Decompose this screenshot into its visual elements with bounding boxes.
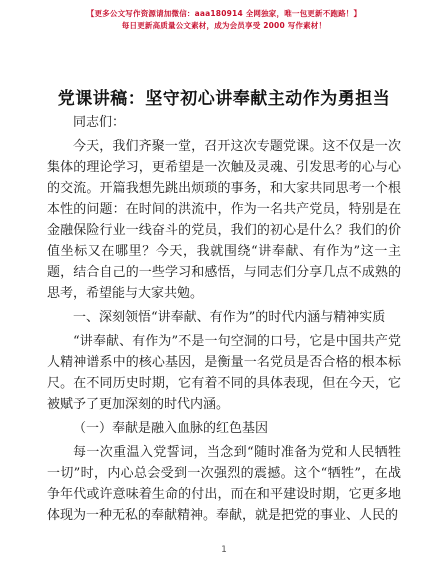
promo-banner-line-2: 每日更新高质量公文素材，成为会员享受 2000 写作素材！	[121, 21, 327, 30]
subsection-1-paragraph: 每一次重温入党誓词，当念到“随时准备为党和人民牺牲一切”时，内心总会受到一次强烈的震撼。这个“牺牲”，在战争年代或许意味着生命的付出，而在和平建设时期，它更多地体现为一种无私的奉献精神。奉献，就是把党的事业、人民的	[47, 445, 401, 523]
subsection-1-heading: （一）奉献是融入血脉的红色基因	[73, 421, 269, 436]
document-title: 党课讲稿：坚守初心讲奉献主动作为勇担当	[57, 89, 391, 109]
promo-banner-line-1: 【更多公文写作资源请加微信：aaa180914 全网独家，唯一包更新不跑路！】	[86, 9, 362, 18]
page-number: 1	[221, 545, 227, 555]
promo-banner	[0, 8, 448, 32]
section-1-paragraph: “讲奉献、有作为”不是一句空洞的口号，它是中国共产党人精神谱系中的核心基因，是衡量一名党员是否合格的根本标尺。在不同历史时期，它有着不同的具体表现，但在今天，它被赋予了更加深刻的时代内涵。	[47, 334, 401, 412]
salutation: 同志们：	[73, 115, 126, 130]
document-body	[47, 112, 401, 526]
intro-paragraph: 今天，我们齐聚一堂，召开这次专题党课。这不仅是一次集体的理论学习，更希望是一次触及灵魂、引发思考的心与心的交流。开篇我想先跳出烦琐的事务，和大家共同思考一个根本性的问题：在时间的洪流中，作为一名共产党员，特别是在金融保险行业一线奋斗的党员，我们的初心是什么？我们的价值坐标又在哪里？今天，我就围绕“讲奉献、有作为”这一主题，结合自己的一些学习和感悟，与同志们分享几点不成熟的思考，希望能与大家共勉。	[47, 139, 401, 301]
section-1-heading: 一、深刻领悟“讲奉献、有作为”的时代内涵与精神实质	[73, 310, 386, 325]
